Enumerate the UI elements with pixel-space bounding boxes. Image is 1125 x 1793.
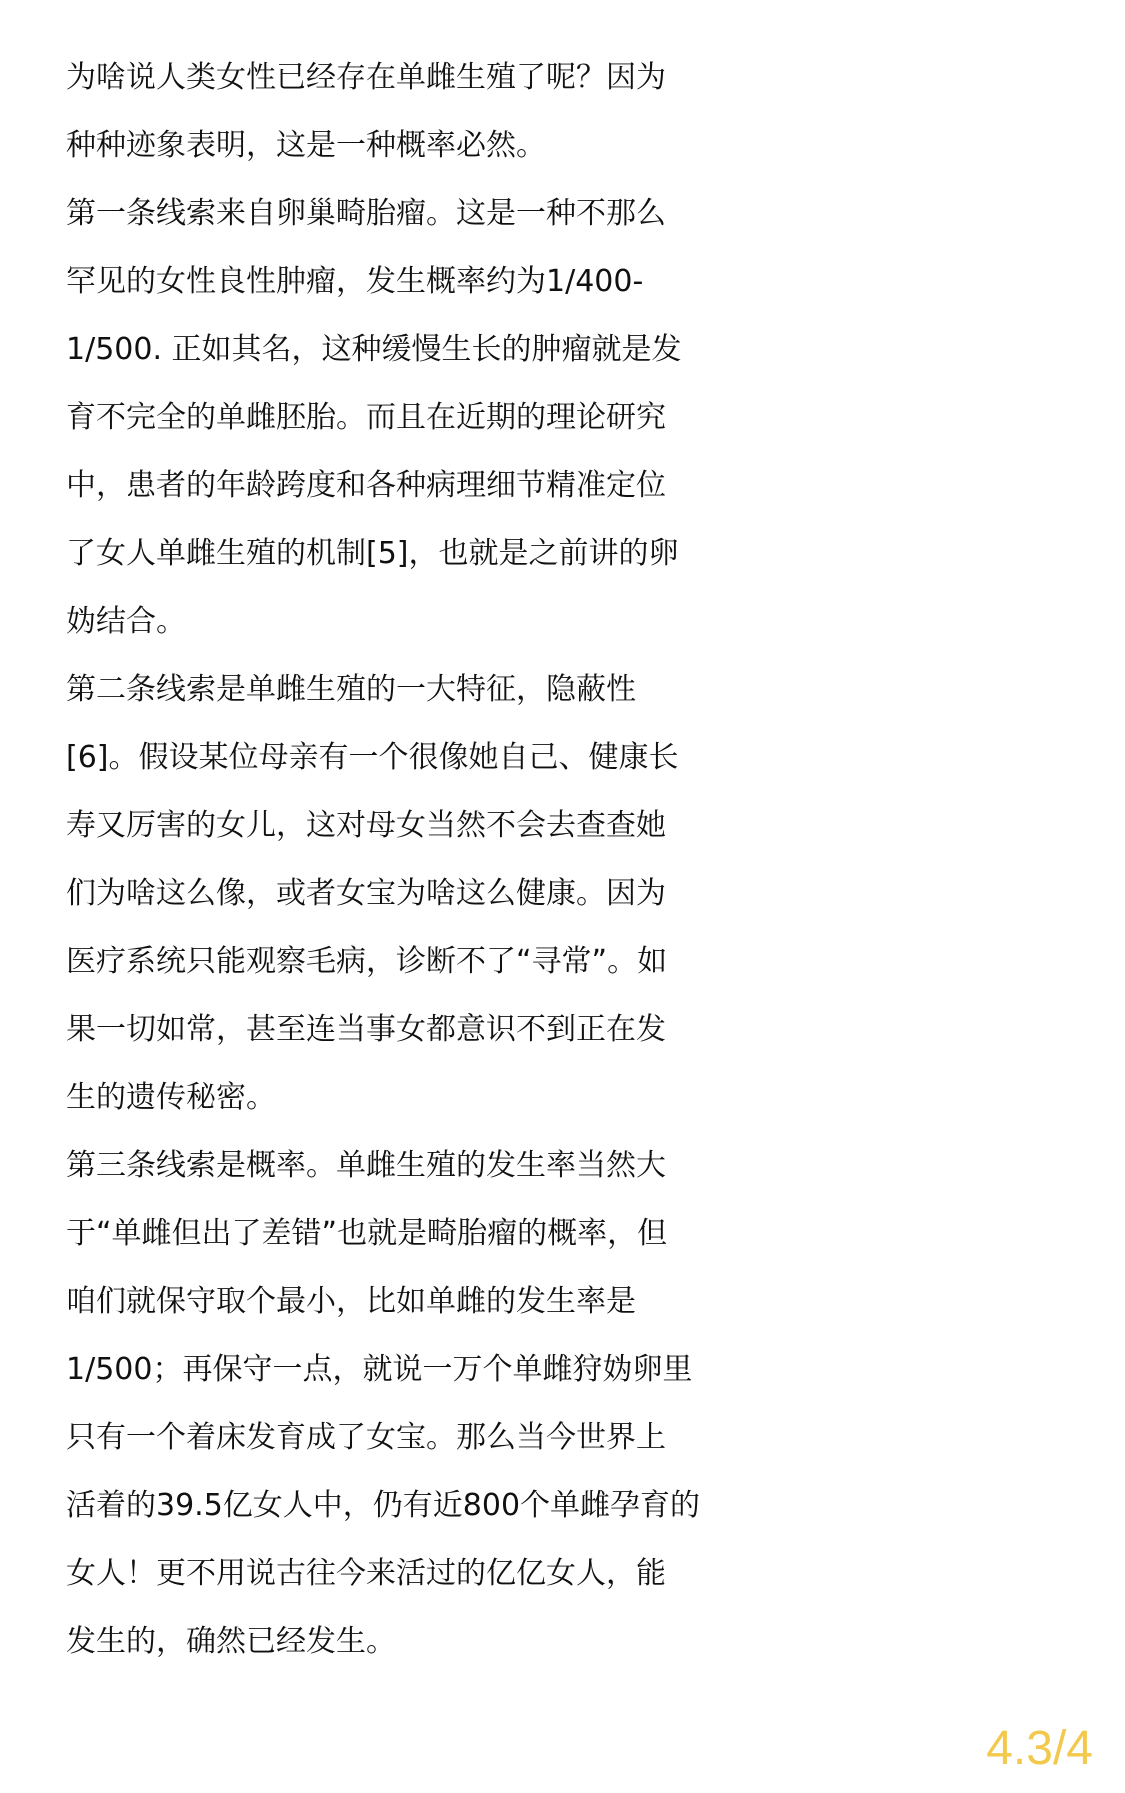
text-line: 医疗系统只能观察毛病，诊断不了“寻常”。如 [66, 944, 668, 979]
text-line: 发生的，确然已经发生。 [66, 1624, 396, 1659]
text-line: 只有一个着床发育成了女宝。那么当今世界上 [66, 1420, 666, 1455]
text-line: 1/500. 正如其名，这种缓慢生长的肿瘤就是发 [66, 332, 682, 367]
text-line: 活着的39.5亿女人中，仍有近800个单雌孕育的 [66, 1488, 701, 1523]
article-body [66, 44, 1066, 1676]
text-line: 于“单雌但出了差错”也就是畸胎瘤的概率，但 [66, 1216, 668, 1251]
text-line: 育不完全的单雌胚胎。而且在近期的理论研究 [66, 400, 666, 435]
text-line: 女人！更不用说古往今来活过的亿亿女人，能 [66, 1556, 666, 1591]
text-line: 生的遗传秘密。 [66, 1080, 276, 1115]
text-line: 第二条线索是单雌生殖的一大特征，隐蔽性 [66, 672, 636, 707]
text-line: [6]。假设某位母亲有一个很像她自己、健康长 [66, 740, 679, 775]
text-line: 了女人单雌生殖的机制[5]，也就是之前讲的卵 [66, 536, 679, 571]
text-line: 1/500；再保守一点，就说一万个单雌狩妫卵里 [66, 1352, 693, 1387]
text-line: 寿又厉害的女儿，这对母女当然不会去查查她 [66, 808, 666, 843]
text-line: 果一切如常，甚至连当事女都意识不到正在发 [66, 1012, 666, 1047]
text-line: 第一条线索来自卵巢畸胎瘤。这是一种不那么 [66, 196, 666, 231]
text-line: 中，患者的年龄跨度和各种病理细节精准定位 [66, 468, 666, 503]
text-line: 种种迹象表明，这是一种概率必然。 [66, 128, 546, 163]
text-line: 第三条线索是概率。单雌生殖的发生率当然大 [66, 1148, 666, 1183]
text-line: 罕见的女性良性肿瘤，发生概率约为1/400- [66, 264, 644, 299]
text-line: 咱们就保守取个最小，比如单雌的发生率是 [66, 1284, 636, 1319]
text-line: 妫结合。 [66, 604, 186, 639]
text-line: 为啥说人类女性已经存在单雌生殖了呢？因为 [66, 60, 666, 95]
text-line: 们为啥这么像，或者女宝为啥这么健康。因为 [66, 876, 666, 911]
page-number: 4.3/4 [986, 1722, 1093, 1775]
